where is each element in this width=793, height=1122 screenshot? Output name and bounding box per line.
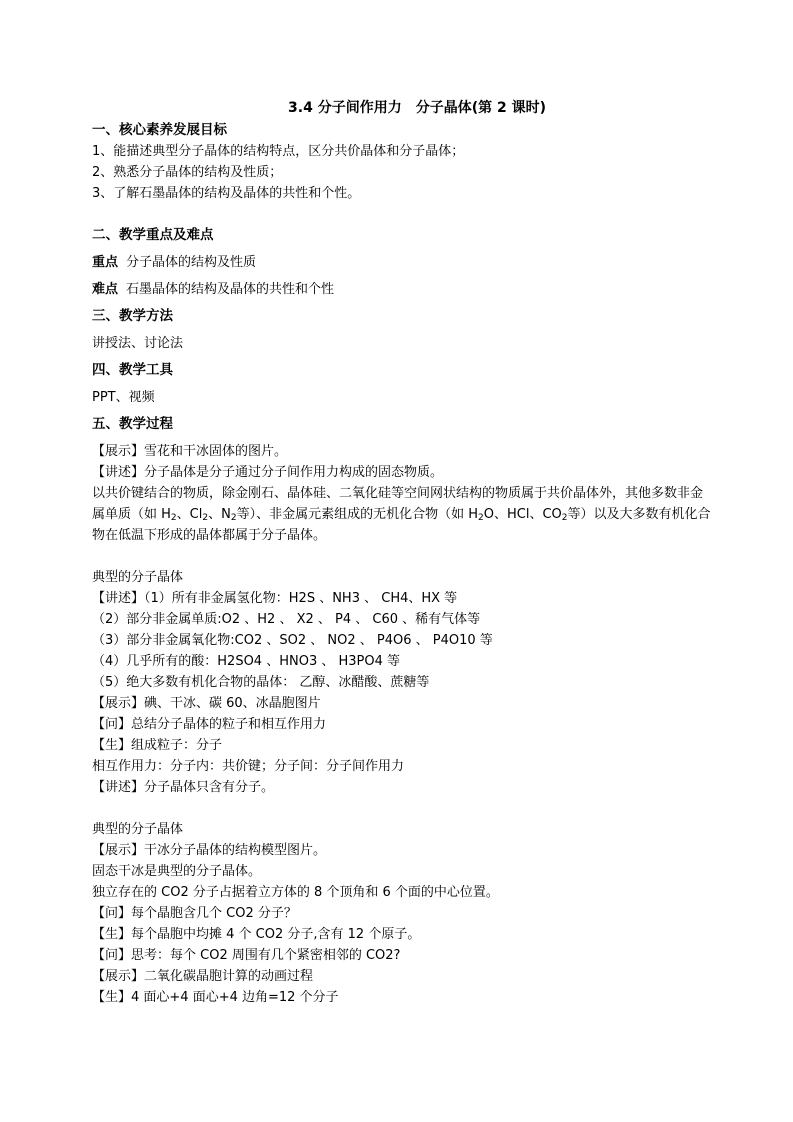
process-line: 【展示】干冰分子晶体的结构模型图片。 bbox=[92, 843, 327, 858]
process-line: 【问】每个晶胞含几个 CO2 分子？ bbox=[92, 906, 297, 921]
document-title: 3.4 分子间作用力 分子晶体(第 2 课时) bbox=[288, 100, 546, 116]
process-line: （3）部分非金属氧化物:CO2 、SO2 、 NO2 、 P4O6 、 P4O10 等 bbox=[92, 633, 493, 648]
section-4-heading: 四、教学工具 bbox=[92, 362, 173, 378]
difficulty-label: 难点 bbox=[92, 282, 119, 297]
process-line: 【展示】雪花和干冰固体的图片。 bbox=[92, 444, 288, 459]
section-3-heading: 三、教学方法 bbox=[92, 308, 173, 324]
key-point-line bbox=[92, 252, 712, 273]
process-line: （2）部分非金属单质:O2 、H2 、 X2 、 P4 、 C60 、稀有气体等 bbox=[92, 612, 481, 627]
process-line: 【展示】二氧化碳晶胞计算的动画过程 bbox=[92, 969, 314, 984]
process-line: 【讲述】分子晶体只含有分子。 bbox=[92, 780, 275, 795]
process-line: （5）绝大多数有机化合物的晶体： 乙醇、冰醋酸、蔗糖等 bbox=[92, 675, 430, 690]
process-line: 独立存在的 CO2 分子占据着立方体的 8 个顶角和 6 个面的中心位置。 bbox=[92, 885, 499, 900]
teaching-tools-text: PPT、视频 bbox=[92, 390, 155, 405]
document-body bbox=[92, 98, 712, 1008]
molecular-crystal-paragraph: 以共价键结合的物质，除金刚石、晶体硅、二氧化硅等空间网状结构的物质属于共价晶体外，其他多数非金属单质（如 $H_2$、$Cl_2$、$N_2$等）、非金属元素组成的无机化合物（如 $H_2O$、HCl、$CO_2$等）以及大多数有机化合物在低温下形成的晶体都属于分子晶体。 bbox=[92, 486, 711, 543]
key-point-label: 重点 bbox=[92, 255, 119, 270]
process-line: 【生】每个晶胞中均摊 4 个 CO2 分子,含有 12 个原子。 bbox=[92, 927, 421, 942]
process-line: （4）几乎所有的酸：H2SO4 、HNO3 、 H3PO4 等 bbox=[92, 654, 400, 669]
teaching-method-text: 讲授法、讨论法 bbox=[92, 336, 184, 351]
process-line: 【生】组成粒子：分子 bbox=[92, 738, 223, 753]
goal-item: 2、熟悉分子晶体的结构及性质； bbox=[92, 165, 283, 180]
process-line: 相互作用力：分子内：共价键；分子间：分子间作用力 bbox=[92, 759, 405, 774]
section-5-heading: 五、教学过程 bbox=[92, 416, 173, 432]
process-line: 典型的分子晶体 bbox=[92, 822, 184, 837]
section-1-heading: 一、核心素养发展目标 bbox=[92, 122, 227, 138]
goal-item: 1、能描述典型分子晶体的结构特点，区分共价晶体和分子晶体； bbox=[92, 144, 465, 159]
difficulty-line bbox=[92, 279, 712, 300]
process-line: 【展示】碘、干冰、碳 60、冰晶胞图片 bbox=[92, 696, 321, 711]
process-line: 【生】4 面心+4 面心+4 边角=12 个分子 bbox=[92, 990, 339, 1005]
difficulty-text: 石墨晶体的结构及晶体的共性和个性 bbox=[126, 282, 335, 297]
process-line: 【问】思考：每个 CO2 周围有几个紧密相邻的 CO2? bbox=[92, 948, 401, 963]
goal-item: 3、了解石墨晶体的结构及晶体的共性和个性。 bbox=[92, 186, 361, 201]
section-2-heading: 二、教学重点及难点 bbox=[92, 227, 214, 243]
key-point-text: 分子晶体的结构及性质 bbox=[126, 255, 257, 270]
process-line: 【讲述】（1）所有非金属氢化物：H2S 、NH3 、 CH4、HX 等 bbox=[92, 591, 458, 606]
process-line: 【讲述】分子晶体是分子通过分子间作用力构成的固态物质。 bbox=[92, 465, 444, 480]
process-line: 【问】总结分子晶体的粒子和相互作用力 bbox=[92, 717, 327, 732]
process-line: 固态干冰是典型的分子晶体。 bbox=[92, 864, 262, 879]
process-line: 典型的分子晶体 bbox=[92, 570, 184, 585]
